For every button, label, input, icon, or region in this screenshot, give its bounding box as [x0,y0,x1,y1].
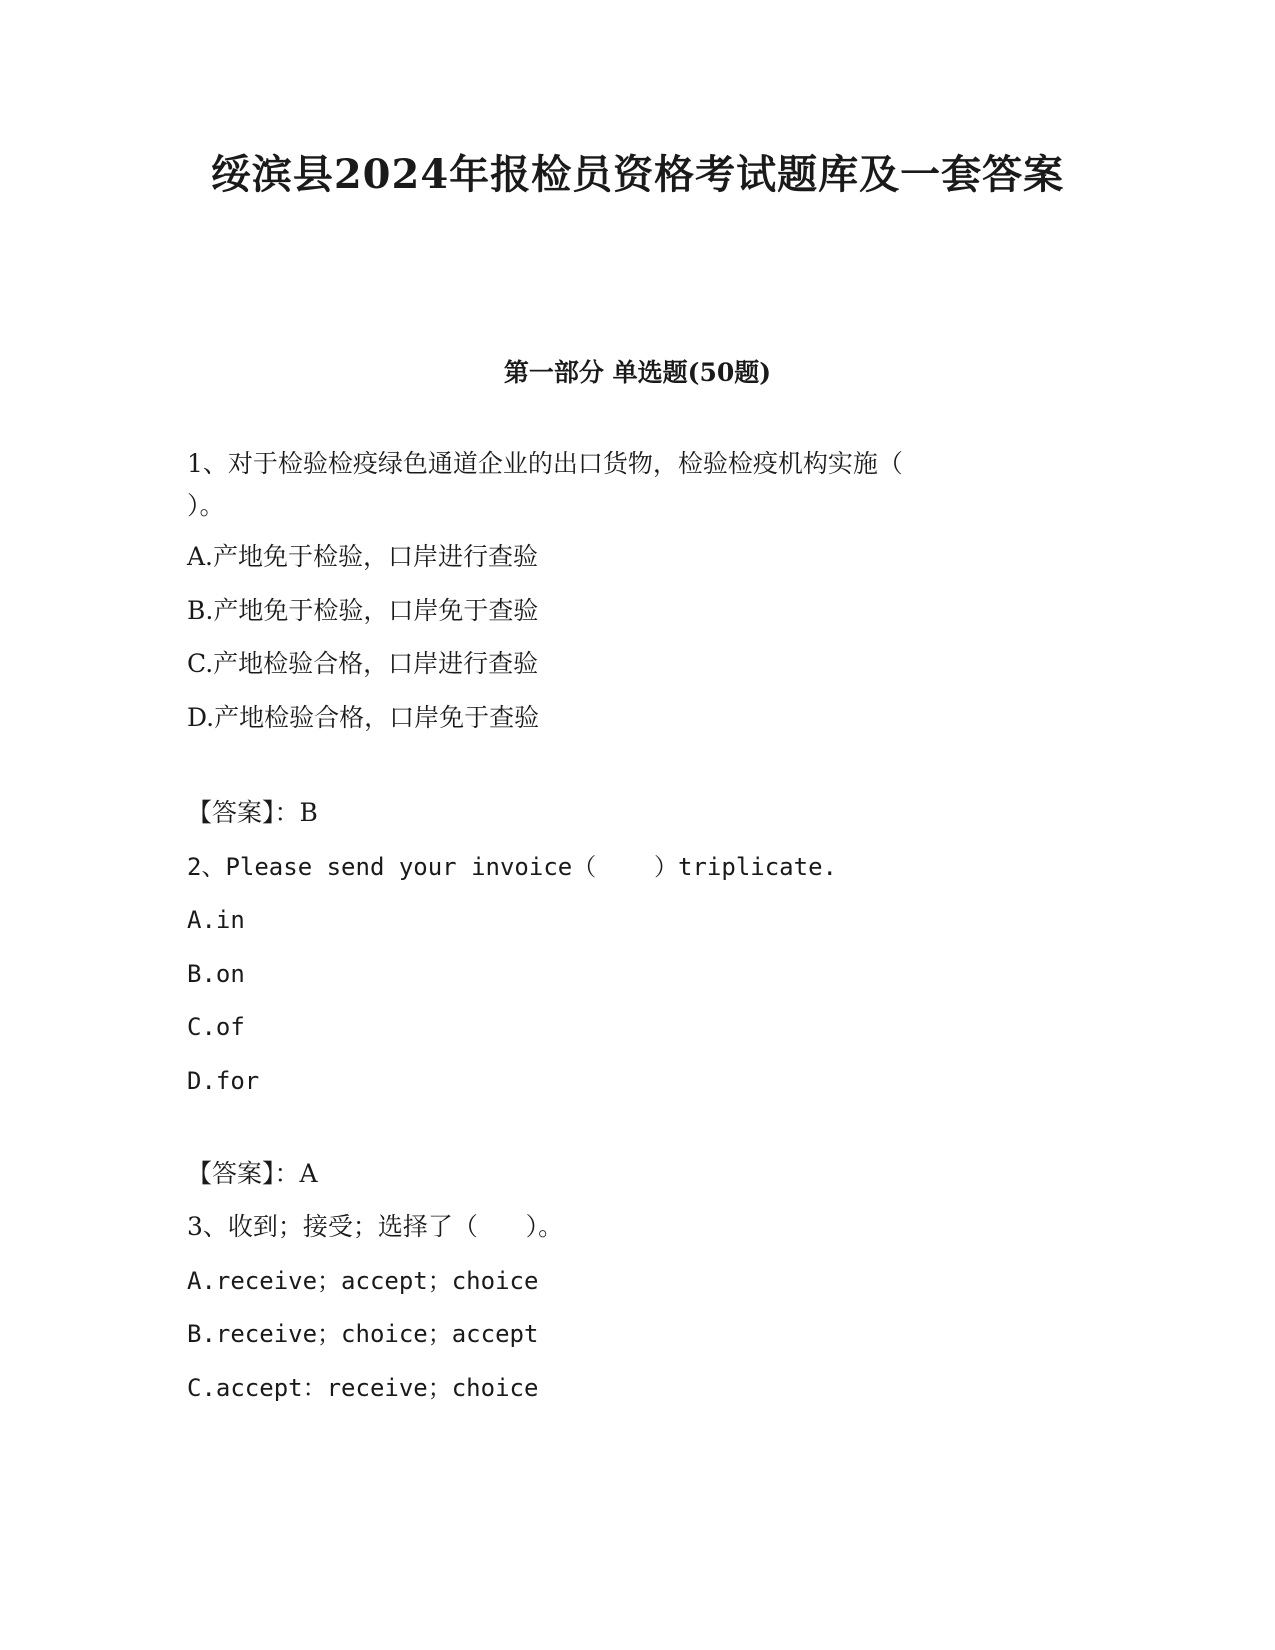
document-title: 绥滨县2024年报检员资格考试题库及一套答案 [210,151,1065,198]
question-1-answer: 【答案】：B [187,798,318,827]
question-1-stem-line2: ）。 [187,491,225,520]
question-3-option-c: C.accept：receive；choice [187,1374,539,1402]
question-2-option-d: D.for [187,1067,260,1095]
question-3-stem: 3、收到；接受；选择了（ ）。 [187,1212,564,1241]
question-1-option-b: B.产地免于检验，口岸免于查验 [187,596,539,625]
question-2-option-c: C.of [187,1013,245,1041]
question-3-option-a: A.receive；accept；choice [187,1267,539,1295]
section-heading: 第一部分 单选题(50题) [503,358,772,387]
question-1-stem-line1: 1、对于检验检疫绿色通道企业的出口货物，检验检疫机构实施（ [187,449,903,478]
question-2-stem: 2、Please send your invoice（ ）triplicate. [187,853,837,881]
question-2-answer: 【答案】：A [187,1159,318,1188]
question-1-option-c: C.产地检验合格，口岸进行查验 [187,649,539,678]
question-2-option-a: A.in [187,906,245,934]
question-3-option-b: B.receive；choice；accept [187,1320,539,1348]
question-2-option-b: B.on [187,960,245,988]
question-1-option-a: A.产地免于检验，口岸进行查验 [187,542,539,571]
question-1-option-d: D.产地检验合格，口岸免于查验 [187,703,540,732]
